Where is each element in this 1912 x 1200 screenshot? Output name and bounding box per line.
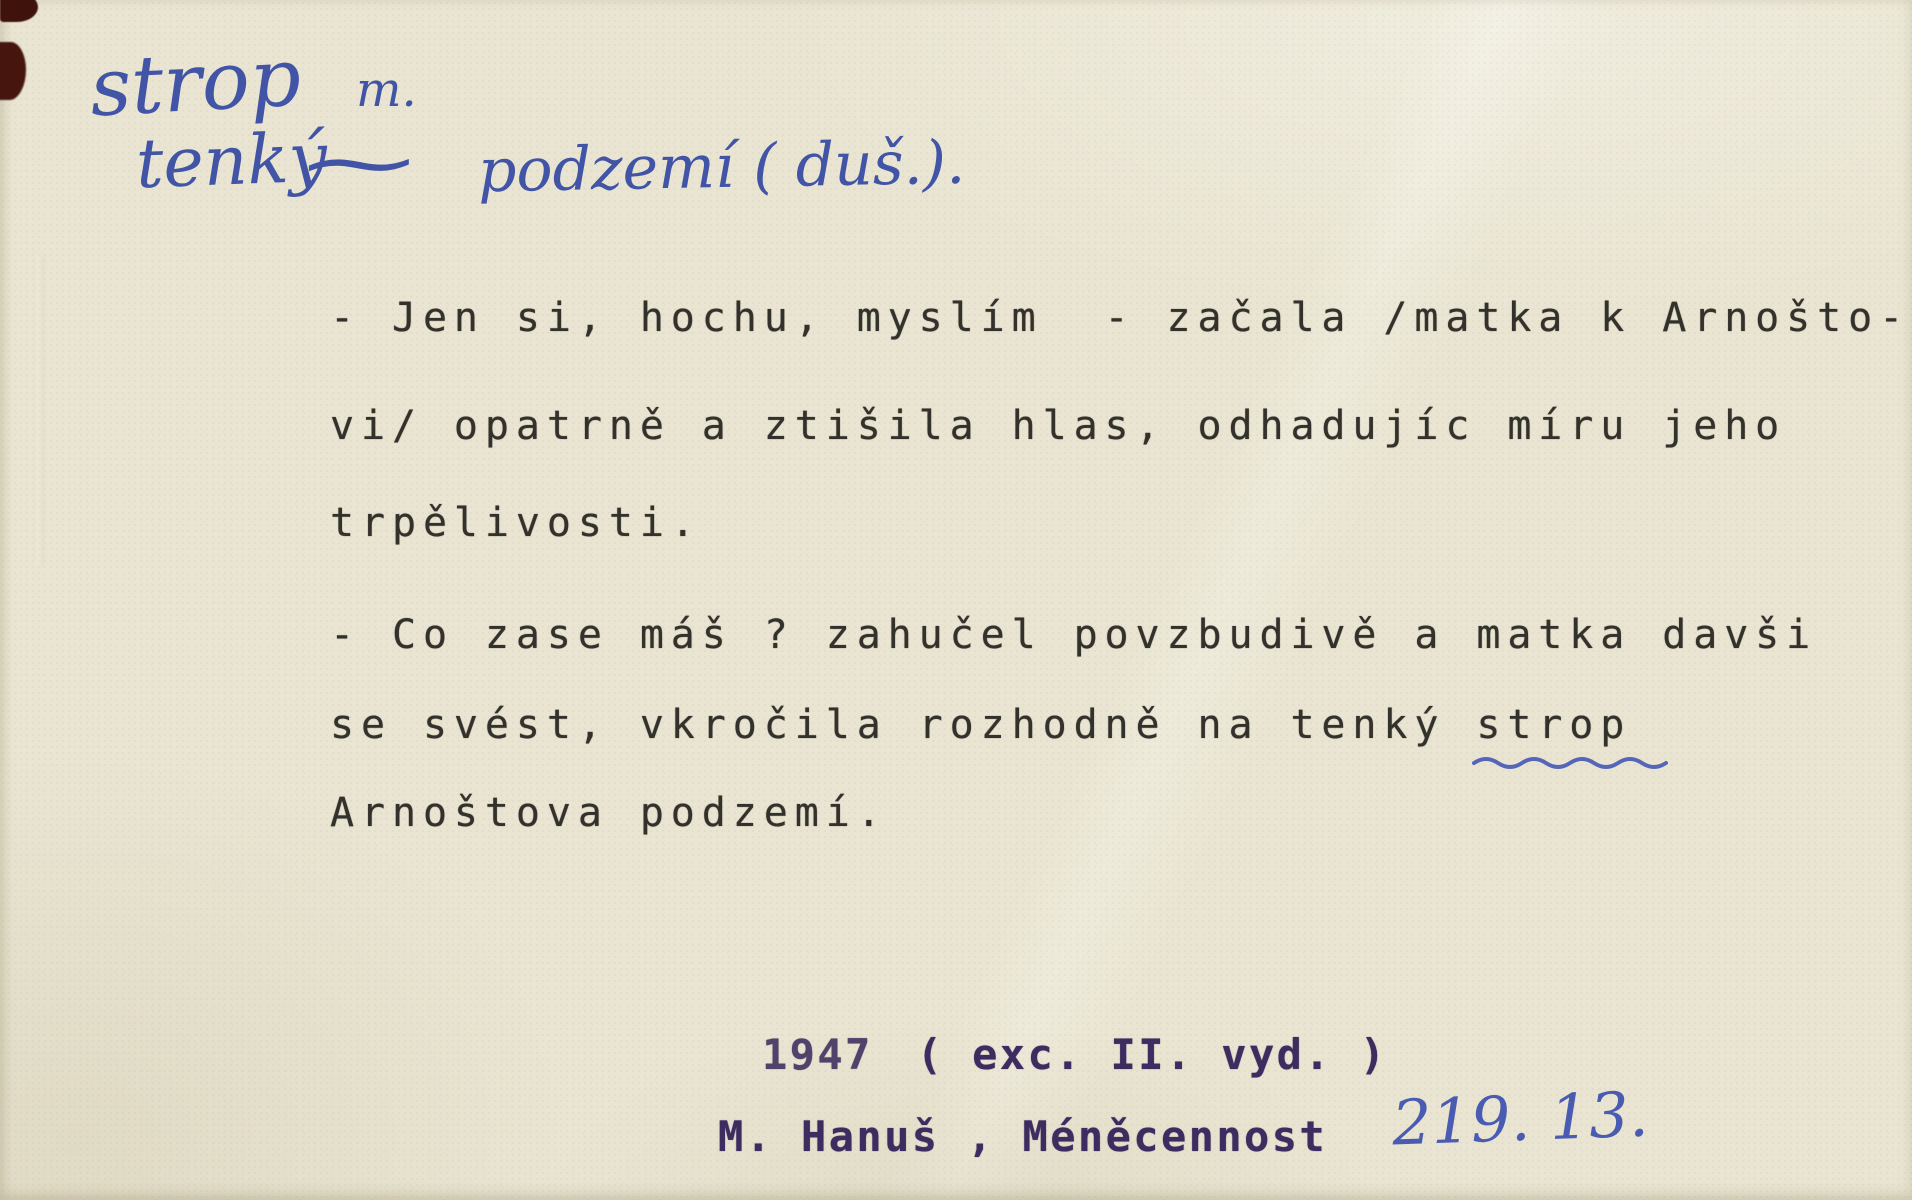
- quote-line: trpělivosti.: [330, 500, 702, 546]
- quote-line: - Jen si, hochu, myslím - začala /matka k Arnošto-: [330, 295, 1911, 341]
- page-reference: 219. 13.: [1390, 1077, 1650, 1160]
- scan-artifact: [0, 42, 26, 100]
- quote-line: - Co zase máš ? zahučel povzbudivě a matka davši: [330, 612, 1818, 658]
- headword: strop: [87, 30, 304, 135]
- marked-word: [1476, 702, 1631, 748]
- citation-author-work: M. Hanuš , Méněcennost: [718, 1112, 1328, 1161]
- citation-edition: ( exc. II. vyd. ): [916, 1030, 1388, 1079]
- collocation-noun-note: podzemí ( duš.).: [477, 127, 966, 207]
- quote-line-text: se svést, vkročila rozhodně na tenký: [330, 702, 1477, 748]
- gender-label: m.: [356, 62, 417, 118]
- tilde-mark: ~: [292, 118, 426, 207]
- citation-year-line: [762, 1030, 1387, 1079]
- paper-crease: [38, 255, 43, 565]
- collocation-adjective: tenký: [134, 118, 329, 205]
- quote-line: Arnoštova podzemí.: [330, 790, 888, 836]
- wavy-underline-icon: [1472, 754, 1672, 770]
- quote-line: [330, 702, 1631, 748]
- marked-word-text: strop: [1476, 702, 1632, 748]
- scan-artifact: [0, 0, 38, 22]
- quote-line: vi/ opatrně a ztišila hlas, odhadujíc míru jeho: [330, 403, 1787, 449]
- citation-year: 1947: [762, 1030, 873, 1079]
